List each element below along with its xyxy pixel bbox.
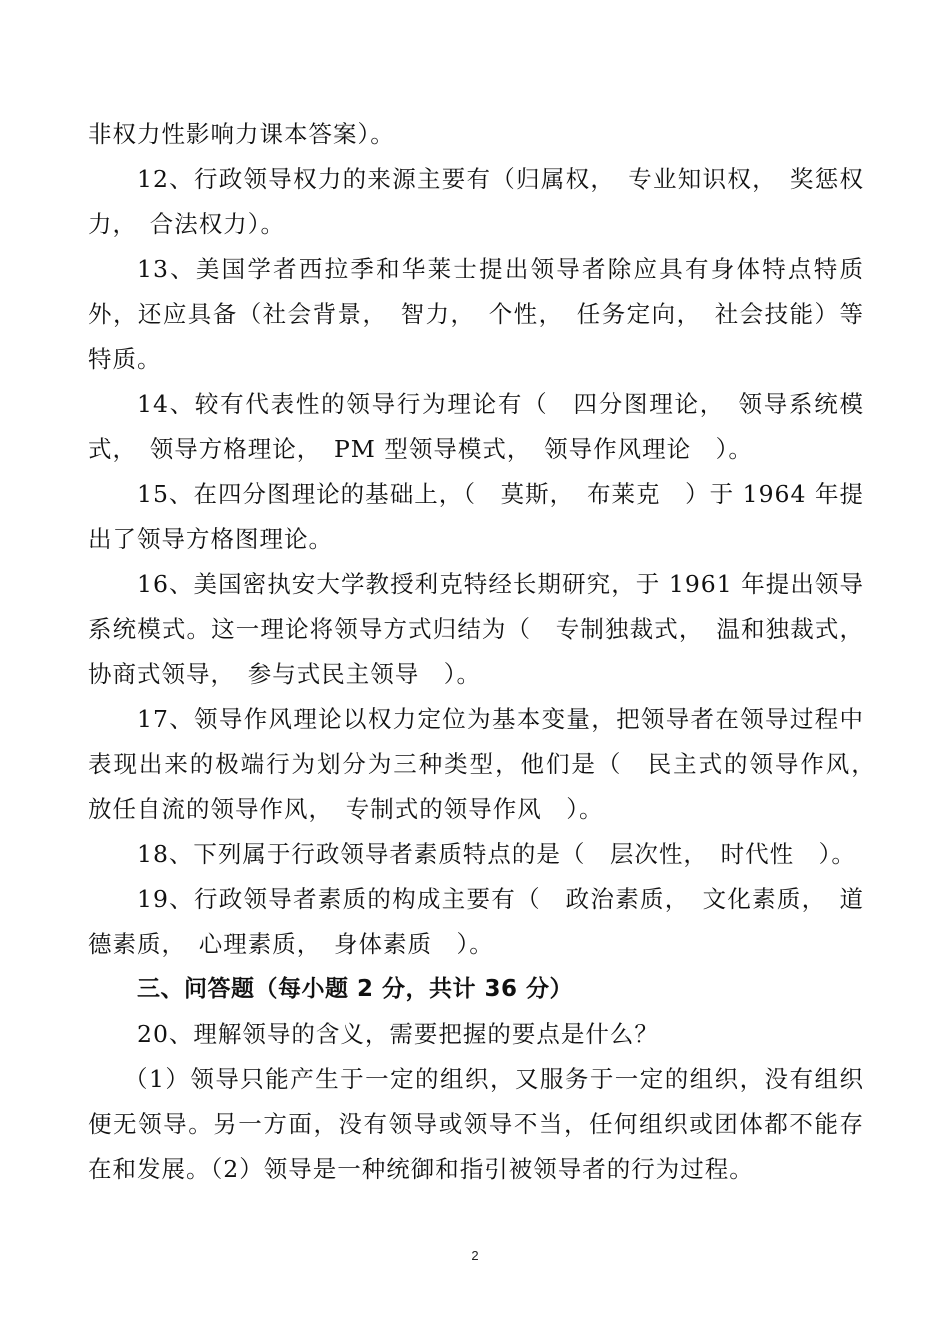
question-14: 14、较有代表性的领导行为理论有（ 四分图理论， 领导系统模式， 领导方格理论， PM 型领导模式， 领导作风理论 ）。 [88, 390, 864, 463]
question-12: 12、行政领导权力的来源主要有（归属权， 专业知识权， 奖惩权力， 合法权力）。 [88, 165, 864, 238]
question-15: 15、在四分图理论的基础上，（ 莫斯， 布莱克 ）于 1964 年提出了领导方格图理论。 [88, 480, 864, 553]
page-number: 2 [471, 1248, 479, 1263]
question-17: 17、领导作风理论以权力定位为基本变量，把领导者在领导过程中表现出来的极端行为划分为三种类型，他们是（ 民主式的领导作风， 放任自流的领导作风， 专制式的领导作风 ）。 [88, 705, 889, 823]
question-20: 20、理解领导的含义，需要把握的要点是什么？ [137, 1020, 659, 1048]
answer-20: （1）领导只能产生于一定的组织，又服务于一定的组织，没有组织便无领导。另一方面，没有领导或领导不当，任何组织或团体都不能存在和发展。（2）领导是一种统御和指引被领导者的行为过程。 [88, 1065, 864, 1183]
question-13: 13、美国学者西拉季和华莱士提出领导者除应具有身体特点特质外，还应具备（社会背景， 智力， 个性， 任务定向， 社会技能）等特质。 [88, 255, 864, 373]
question-19: 19、行政领导者素质的构成主要有（ 政治素质， 文化素质， 道德素质， 心理素质， 身体素质 ）。 [88, 885, 864, 958]
section-heading: 三、问答题（每小题 2 分，共计 36 分） [137, 976, 574, 1002]
question-16: 16、美国密执安大学教授利克特经长期研究，于 1961 年提出领导系统模式。这一理论将领导方式归结为（ 专制独裁式， 温和独裁式，协商式领导， 参与式民主领导 ）。 [88, 570, 864, 688]
document-body [88, 112, 889, 1192]
paragraph-q11-continuation: 非权力性影响力课本答案）。 [88, 120, 395, 148]
question-18: 18、下列属于行政领导者素质特点的是（ 层次性， 时代性 ）。 [137, 840, 856, 868]
